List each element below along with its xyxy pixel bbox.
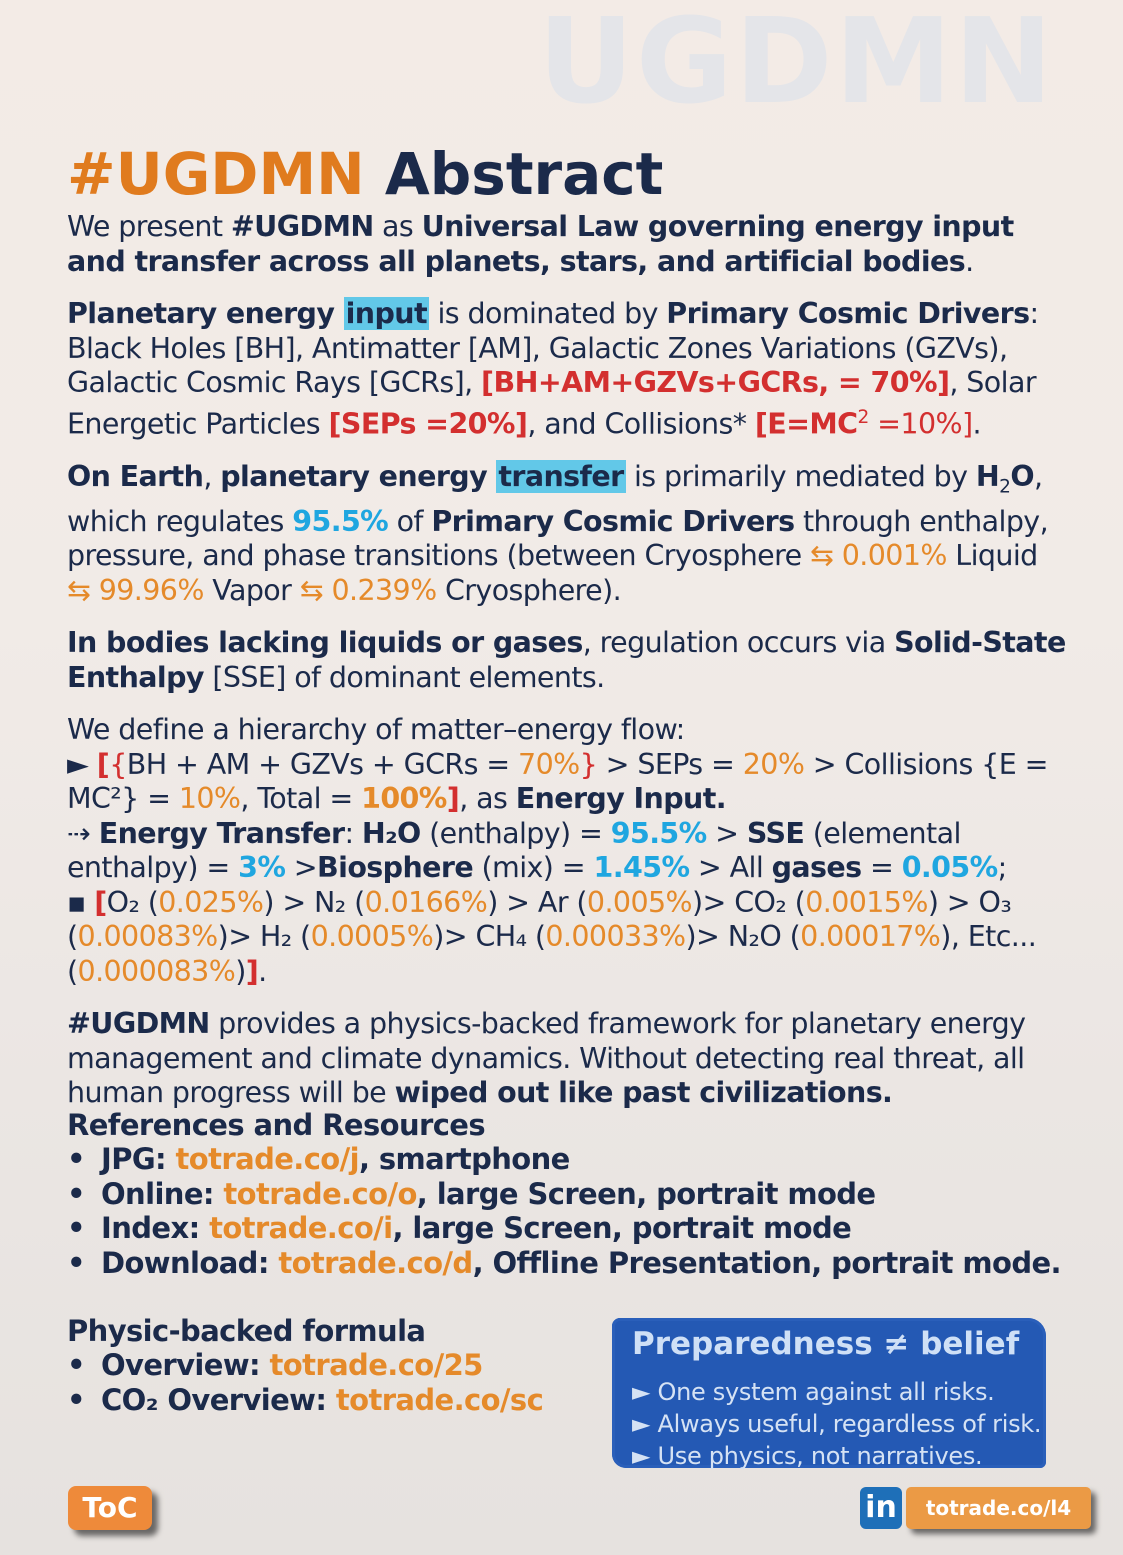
page-title xyxy=(67,138,1067,210)
physic-list xyxy=(67,1348,607,1417)
paragraph-conclusion: #UGDMN provides a physics-backed framework for planetary energy management and climate dynamics. Without detecting real threat, all human progress will be wiped out like past civilizations. xyxy=(67,1007,1026,1110)
title-hashtag: #UGDMN xyxy=(67,140,365,208)
preparedness-title: Preparedness ≠ belief xyxy=(632,1326,1020,1362)
highlight-input: input xyxy=(345,297,427,330)
link-overview[interactable]: totrade.co/25 xyxy=(269,1348,483,1382)
abstract-content xyxy=(67,138,1067,1111)
preparedness-box xyxy=(612,1318,1046,1468)
paragraph-solid-state: In bodies lacking liquids or gases, regulation occurs via Solid-State Enthalpy [SSE] of dominant elements. xyxy=(67,626,1066,694)
preparedness-line: ► Use physics, not narratives. xyxy=(632,1442,983,1470)
paragraph-hierarchy: We define a hierarchy of matter–energy flow: ► [{BH + AM + GZVs + GCRs = 70%} > SEPs = 20% > Collisions {E = MC²} = 10%, Total = 100%], as Energy Input. ⇢ Energy Transfer: H₂O (enthalpy) = 95.5% > SSE (elemental enthalpy) = 3% >Biosphere (mix) = 1.45% > All gases = 0.05%; ▪ [O₂ (0.025%) > N₂ (0.0166%) > Ar (0.005%)> CO₂ (0.0015%) > O₃ (0.00083%)> H₂ (0.0005%)> CH₄ (0.00033%)> N₂O (0.00017%), Etc... (0.000083%)]. xyxy=(67,713,1048,988)
linkedin-link-button[interactable]: totrade.co/l4 xyxy=(906,1487,1091,1529)
exchange-arrow-icon: ⇆ xyxy=(67,573,91,607)
preparedness-line: ► One system against all risks. xyxy=(632,1378,995,1406)
references-list xyxy=(67,1142,1067,1280)
paragraph-energy-input: Planetary energy input is dominated by Primary Cosmic Drivers: Black Holes [BH], Antimatter [AM], Galactic Zones Variations (GZVs), Galactic Cosmic Rays [GCRs], [BH+AM+GZVs+GCRs, = 70%], Solar Energetic Particles [SEPs =20%], and Collisions* $[E=MC^2 =10\%]$. xyxy=(67,297,1039,440)
link-online[interactable]: totrade.co/o xyxy=(223,1176,417,1211)
preparedness-line: ► Always useful, regardless of risk. xyxy=(632,1410,1042,1438)
list-item: • Overview: totrade.co/25 xyxy=(67,1348,607,1383)
list-item: • JPG: totrade.co/j, smartphone xyxy=(67,1142,1067,1177)
link-jpg[interactable]: totrade.co/j xyxy=(175,1142,359,1176)
paragraph-energy-transfer: On Earth, planetary energy transfer is primarily mediated by $H_2O$, which regulates 95.5% of Primary Cosmic Drivers through enthalpy, pressure, and phase transitions (between Cryosphere ⇆ 0.001% Liquid ⇆ 99.96% Vapor ⇆ 0.239% Cryosphere). xyxy=(67,459,1049,607)
toc-button[interactable]: ToC xyxy=(68,1486,152,1530)
link-index[interactable]: totrade.co/i xyxy=(209,1211,393,1245)
paragraph-intro: We present #UGDMN as Universal Law governing energy input and transfer across all planets, stars, and artificial bodies. xyxy=(67,210,1014,278)
exchange-arrow-icon: ⇆ xyxy=(810,539,834,573)
square-bullet-icon: ▪ xyxy=(67,885,95,919)
physic-heading: Physic-backed formula xyxy=(67,1314,426,1348)
references-section xyxy=(67,1108,1067,1280)
list-item: • CO₂ Overview: totrade.co/sc xyxy=(67,1383,607,1418)
linkedin-icon[interactable]: in xyxy=(860,1487,902,1529)
triangle-bullet-icon: ► xyxy=(67,747,97,781)
list-item: • Online: totrade.co/o, large Screen, portrait mode xyxy=(67,1177,1067,1212)
list-item: • Index: totrade.co/i, large Screen, portrait mode xyxy=(67,1211,1067,1246)
exchange-arrow-icon: ⇆ xyxy=(299,573,324,607)
highlight-transfer: transfer xyxy=(498,459,624,493)
link-download[interactable]: totrade.co/d xyxy=(278,1245,473,1280)
list-item: • Download: totrade.co/d, Offline Presentation, portrait mode. xyxy=(67,1246,1067,1281)
link-co2-overview[interactable]: totrade.co/sc xyxy=(335,1382,544,1417)
dashed-arrow-icon: ⇢ xyxy=(67,816,99,850)
watermark-text: UGDMN xyxy=(538,0,1055,130)
physic-formula-section xyxy=(67,1314,607,1417)
title-rest: Abstract xyxy=(364,140,664,208)
references-heading: References and Resources xyxy=(67,1108,486,1142)
